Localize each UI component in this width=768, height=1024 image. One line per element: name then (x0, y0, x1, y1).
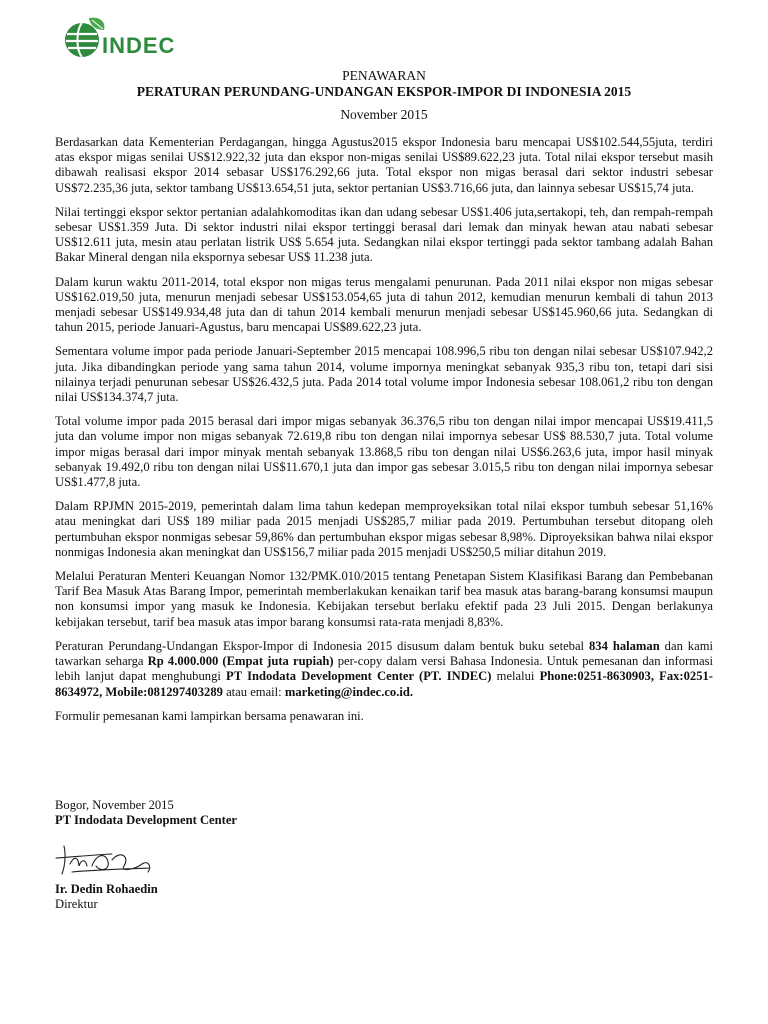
signatory-block (55, 882, 158, 912)
page-count: 834 halaman (589, 638, 660, 653)
document-header (0, 68, 768, 123)
offer-paragraph (55, 639, 713, 700)
email-address: marketing@indec.co.id. (284, 684, 414, 699)
paragraph-6: Dalam RPJMN 2015-2019, pemerintah dalam lima tahun kedepan memproyeksikan total nilai ekspor tumbuh sebesar 51,16% atau meningkat dari US$ 189 miliar pada 2015 menjadi US$285,7 miliar pada 2019. Pertumbuhan tersebut ditopang oleh pertumbuhan ekspor nonmigas sebesar 59,86% dan pertumbuhan ekspor migas sebesar 8,98%. Diproyeksikan bahwa nilai ekspor nonmigas Indonesia akan meningkat dan US$156,7 miliar pada 2015 menjadi US$250,5 miliar ditahun 2019. (55, 499, 713, 559)
handwritten-signature (52, 836, 162, 880)
offer-text-1: Peraturan Perundang-Undangan Ekspor-Impor di Indonesia 2015 disusum dalam bentuk buku setebal (55, 638, 589, 653)
signatory-name: Ir. Dedin Rohaedin (55, 882, 158, 896)
signoff-block (55, 798, 237, 828)
globe-leaf-icon (65, 18, 104, 57)
document-date: November 2015 (340, 107, 428, 122)
document-title: PERATURAN PERUNDANG-UNDANGAN EKSPOR-IMPOR DI INDONESIA 2015 (136, 84, 632, 99)
paragraph-4: Sementara volume impor pada periode Januari-September 2015 mencapai 108.996,5 ribu ton dengan nilai sebesar US$107.942,2 juta. Jika dibandingkan periode yang sama tahun 2014, volume impornya meningkat sebanyak 935,3 ribu ton, tetapi dari sisi nilainya terjadi penurunan sebesar US$26.432,5 juta. Pada 2014 total volume impor Indonesia sebesar 108.061,2 ribu ton dengan nilai US$134.374,7 juta. (55, 344, 713, 405)
offer-text-2: dan kami tawarkan seharga (55, 638, 713, 669)
paragraph-1: Berdasarkan data Kementerian Perdagangan, hingga Agustus2015 ekspor Indonesia baru mencapai US$102.544,55juta, terdiri atas ekspor migas senilai US$12.922,32 juta dan ekspor non-migas senilai US$89.622,23 juta. Total nilai ekspor tersebut masih dibawah realisasi ekspor 2014 sebasar US$176.292,66 juta. Total ekspor non migas berasal dari sektor industri sebesar US$72.235,36 juta, sektor tambang US$13.654,51 juta, sektor pertanian US$3.716,66 juta, dan lainnya sebesar US$15,74 juta. (55, 135, 713, 195)
indec-logo (62, 14, 192, 64)
header-penawaran: PENAWARAN (342, 68, 426, 83)
paragraph-5: Total volume impor pada 2015 berasal dari impor migas sebanyak 36.376,5 ribu ton dengan nilai impor mencapai US$19.411,5 juta dan volume impor non migas sebanyak 72.619,8 ribu ton dengan nilai impornya sebesar US$ 88.530,7 juta. Total volume impor migas berasal dari impor minyak mentah sebanyak 13.868,5 ribu ton dengan nilai US$6.263,6 juta, impor hasil minyak sebanyak 19.492,0 ribu ton dengan nilai US$11.670,1 juta dan impor gas sebesar 3.015,5 ribu ton dengan nilai impornya sebesar US$1.477,8 juta. (55, 414, 713, 490)
closing-line: Formulir pemesanan kami lampirkan bersama penawaran ini. (55, 708, 364, 723)
signatory-title: Direktur (55, 897, 98, 912)
paragraph-2: Nilai tertinggi ekspor sektor pertanian adalahkomoditas ikan dan udang sebesar US$1.406 juta,sertakopi, teh, dan rempah-rempah sebesar US$1.359 Juta. Di sektor industri nilai ekspor tertinggi berasal dari lemak dan minyak hewan atau nabati sebesar US$12.611 juta, mesin atau perlatan listrik US$ 5.654 juta. Sedangkan nilai ekspor tertinggi pada sektor tambang adalah Bahan Bakar Mineral dengan nila ekspornya sebesar US$ 11.238 juta. (55, 204, 713, 265)
company-name: PT Indodata Development Center (PT. INDEC) (226, 669, 492, 684)
contact-numbers: Phone:0251-8630903, Fax:0251-8634972, Mobile:081297403289 (55, 669, 713, 699)
paragraph-7: Melalui Peraturan Menteri Keuangan Nomor 132/PMK.010/2015 tentang Penetapan Sistem Klasifikasi Barang dan Pembebanan Tarif Bea Masuk Atas Barang Impor, pemerintah memberlakukan kenaikan tarif bea masuk atas barang-barang konsumsi maupun non konsumsi impor yang masuk ke Indonesia. Kebijakan tersebut berlaku efektif pada 23 Juli 2015. Dengan berlakunya kebijakan tersebut, tarif bea masuk atas impor barang konsumsi rata-rata menjadi 8,83%. (55, 569, 713, 629)
offer-text-5: atau email: (222, 684, 285, 699)
price: Rp 4.000.000 (Empat juta rupiah) (147, 654, 334, 669)
paragraph-3: Dalam kurun waktu 2011-2014, total ekspor non migas terus mengalami penurunan. Pada 2011 nilai ekspor non migas sebesar US$162.019,50 juta, menurun menjadi sebesar US$153.054,65 juta di tahun 2012, kemudian menurun kembali di tahun 2013 menjadi sebesar US$149.934,48 juta dan di tahun 2014 kembali menurun menjadi sebesar US$145.960,66 juta. Sedangkan di tahun 2015, periode Januari-Agustus, baru mencapai US$89.622,23 juta. (55, 274, 713, 335)
letter-body (55, 135, 713, 733)
signoff-company: PT Indodata Development Center (55, 813, 238, 828)
offer-text-3: per-copy dalam versi Bahasa Indonesia. Untuk pemesanan dan informasi lebih lanjut dapat menghubungi (55, 654, 713, 684)
offer-text-4: melalui (491, 669, 540, 684)
logo-text: INDEC (102, 33, 176, 58)
place-date: Bogor, November 2015 (55, 798, 174, 812)
